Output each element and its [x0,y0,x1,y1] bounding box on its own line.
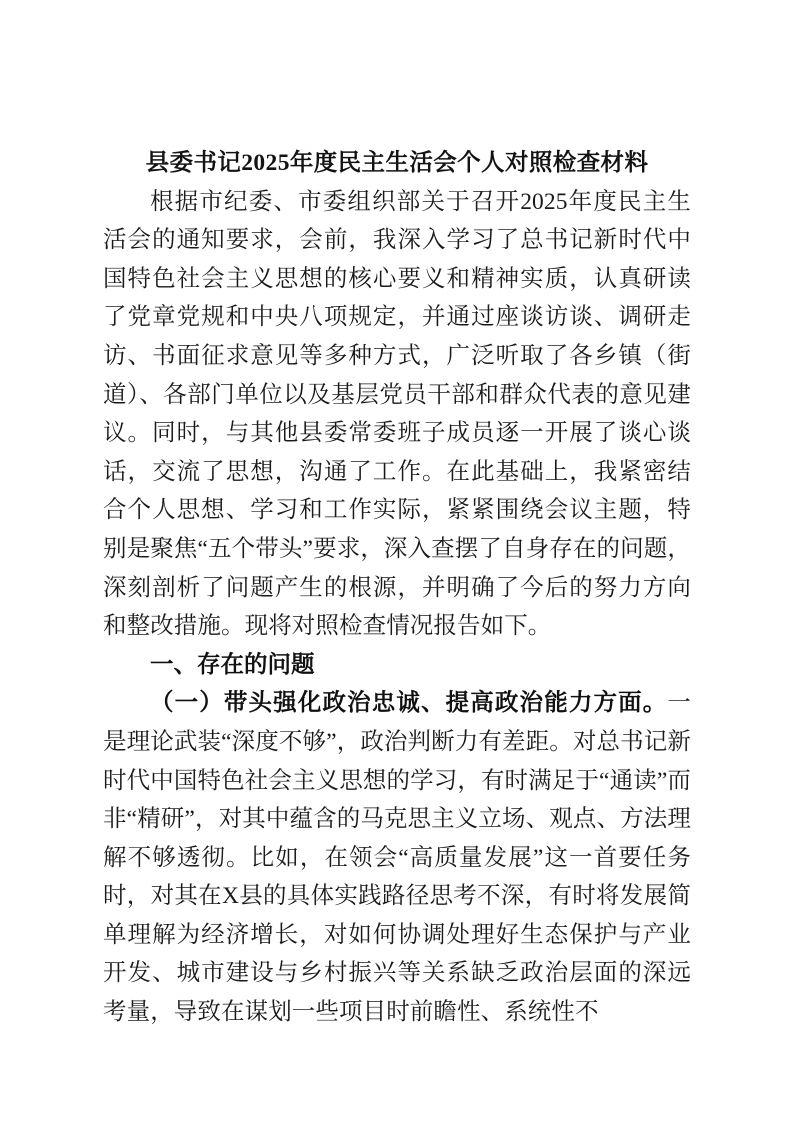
document-text-block [103,144,691,1032]
document-title: 县委书记2025年度民主生活会个人对照检查材料 [145,150,649,176]
subsection-body-text: 一是理论武装“深度不够”，政治判断力有差距。对总书记新时代中国特色社会主义思想的学习，有时满足于“通读”而非“精研”，对其中蕴含的马克思主义立场、观点、方法理解不够透彻。比如，在领会“高质量发展”这一首要任务时，对其在X县的具体实践路径思考不深，有时将发展简单理解为经济增长，对如何协调处理好生态保护与产业开发、城市建设与乡村振兴等关系缺乏政治层面的深远考量，导致在谋划一些项目时前瞻性、系统性不 [103,690,691,1026]
section-heading-existing-problems: 一、存在的问题 [150,651,315,678]
subsection-lead-label: （一）带头强化政治忠诚、提高政治能力方面。 [150,690,668,717]
paragraph-preamble: 根据市纪委、市委组织部关于召开2025年度民主生活会的通知要求，会前，我深入学习了总书记新时代中国特色社会主义思想的核心要义和精神实质，认真研读了党章党规和中央八项规定，并通过座谈访谈、调研走访、书面征求意见等多种方式，广泛听取了各乡镇（街道）、各部门单位以及基层党员干部和群众代表的意见建议。同时，与其他县委常委班子成员逐一开展了谈心谈话，交流了思想，沟通了工作。在此基础上，我紧密结合个人思想、学习和工作实际，紧紧围绕会议主题，特别是聚焦“五个带头”要求，深入查摆了自身存在的问题，深刻剖析了问题产生的根源，并明确了今后的努力方向和整改措施。现将对照检查情况报告如下。 [103,188,691,640]
paragraph-subsection-one [103,684,691,1031]
